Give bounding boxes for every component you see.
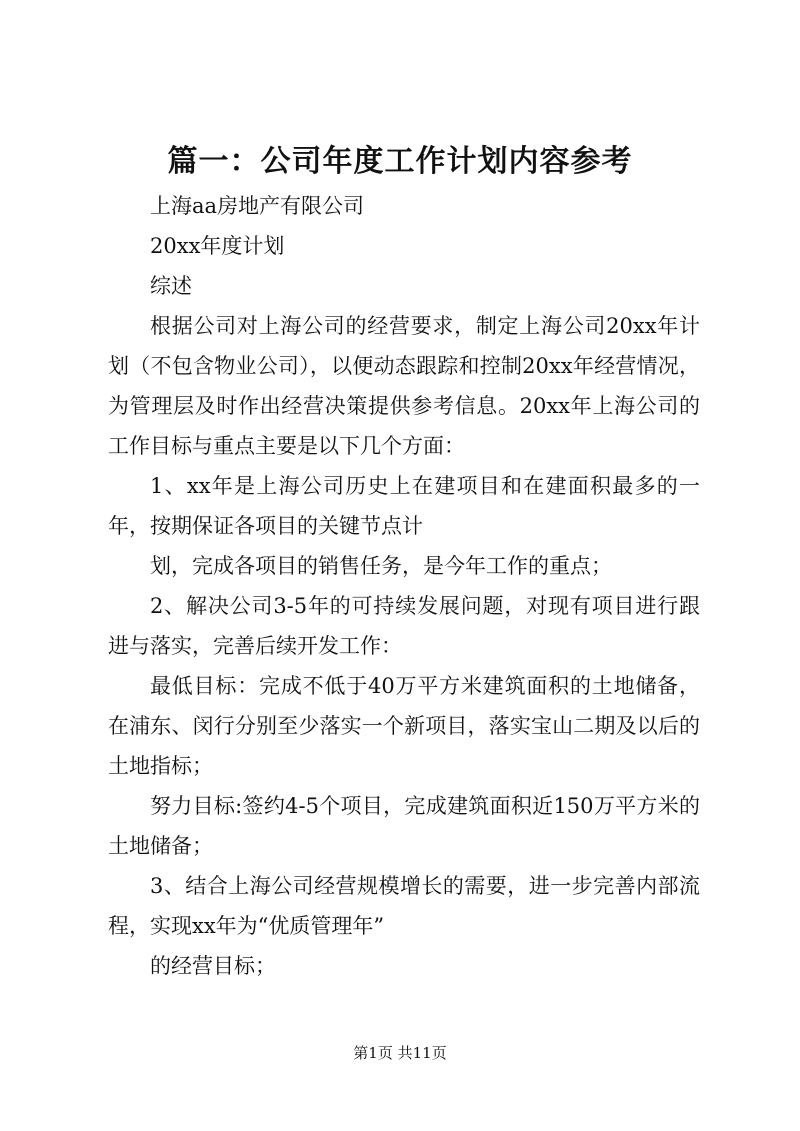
paragraph-item-3-cont: 的经营目标；: [150, 954, 276, 978]
paragraph-company-name: 上海aa房地产有限公司: [150, 194, 365, 218]
paragraph-item-2: 2、解决公司3-5年的可持续发展问题，对现有项目进行跟进与落实，完善后续开发工作：: [108, 594, 700, 658]
paragraph-item-1-cont: 划，完成各项目的销售任务，是今年工作的重点；: [150, 554, 612, 578]
paragraph-overview-heading: 综述: [150, 274, 192, 298]
paragraph-annual-plan: 20xx年度计划: [150, 234, 285, 258]
document-body: [108, 186, 700, 986]
paragraph-item-3: 3、结合上海公司经营规模增长的需要，进一步完善内部流程，实现xx年为“优质管理年”: [108, 874, 700, 938]
page-footer: 第1页 共11页: [353, 1044, 447, 1062]
paragraph-minimum-goal: 最低目标：完成不低于40万平方米建筑面积的土地储备，在浦东、闵行分别至少落实一个新项目，落实宝山二期及以后的土地指标；: [108, 674, 700, 778]
document-title: 篇一：公司年度工作计划内容参考: [167, 144, 633, 179]
paragraph-effort-goal: 努力目标:签约4-5个项目，完成建筑面积近150万平方米的土地储备；: [108, 794, 700, 858]
paragraph-intro: 根据公司对上海公司的经营要求，制定上海公司20xx年计划（不包含物业公司），以便动态跟踪和控制20xx年经营情况，为管理层及时作出经营决策提供参考信息。20xx年上海公司的工作目标与重点主要是以下几个方面：: [108, 314, 700, 458]
paragraph-item-1: 1、xx年是上海公司历史上在建项目和在建面积最多的一年，按期保证各项目的关键节点计: [108, 474, 700, 538]
